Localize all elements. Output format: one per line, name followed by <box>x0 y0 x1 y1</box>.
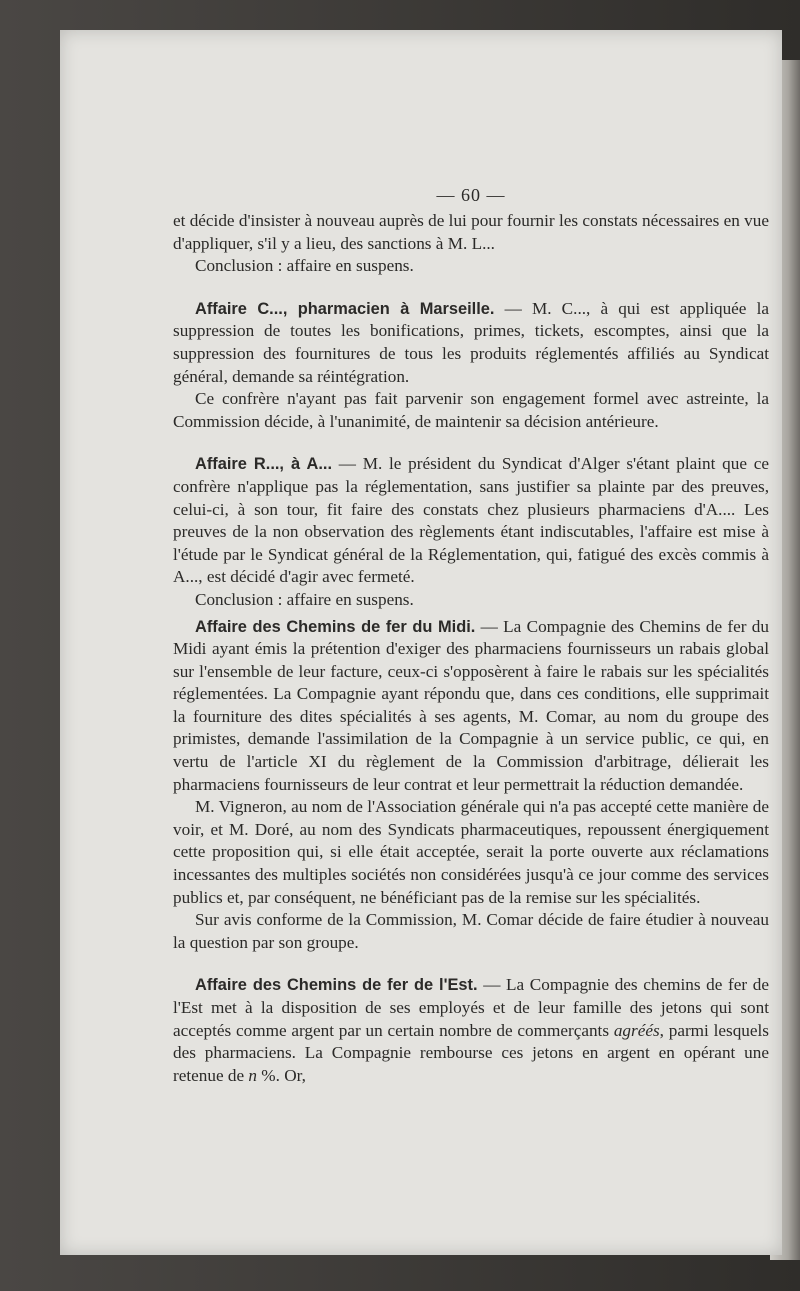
affaire-r-heading: Affaire R..., à A... <box>195 455 332 474</box>
affaire-c-heading: Affaire C..., pharmacien à Marseille. <box>195 299 495 318</box>
affaire-midi-paragraph-3: Sur avis conforme de la Commission, M. Comar décide de faire étudier à nouveau la question par son groupe. <box>173 910 769 952</box>
affaire-midi-heading: Affaire des Chemins de fer du Midi. <box>195 617 476 636</box>
body-text <box>173 210 769 1087</box>
conclusion-1: Conclusion : affaire en suspens. <box>195 256 414 276</box>
affaire-est-paragraph <box>173 974 769 1087</box>
affaire-est-italic: agréés <box>613 1020 660 1040</box>
page-number: — 60 — <box>436 185 506 205</box>
affaire-r-text: — M. le président du Syndicat d'Alger s'étant plaint que ce confrère n'applique pas la réglementation, sans justifier sa plainte par des preuves, celui-ci, à son tour, fit faire des constats chez plusieurs pharmaciens d'A.... Les preuves de la non observation des règlements étant indiscutables, l'affaire est mise à l'étude par le Syndicat général de la Réglementation, qui, fatigué des excès commis à A..., est décidé d'agir avec fermeté. <box>173 454 769 587</box>
affaire-midi-paragraph-2: M. Vigneron, au nom de l'Association générale qui n'a pas accepté cette manière de voir, et M. Doré, au nom des Syndicats pharmaceutiques, repoussent énergiquement cette proposition qui, si elle était acceptée, serait la porte ouverte aux réclamations incessantes des multiples sociétés non considérées jusqu'à ce jour comme des services publics et, par conséquent, ne bénéficiant pas de la remise sur les spécialités. <box>173 797 769 907</box>
affaire-r-paragraph <box>173 453 769 589</box>
affaire-est-text: — La Compagnie des chemins de fer de l'Est met à la disposition de ses employés et de leur famille des jetons qui sont acceptés comme argent par un certain nombre de commerçants <box>173 975 769 1040</box>
affaire-c-paragraph-2: Ce confrère n'ayant pas fait parvenir son engagement formel avec astreinte, la Commission décide, à l'unanimité, de maintenir sa décision antérieure. <box>173 389 769 431</box>
conclusion-2: Conclusion : affaire en suspens. <box>195 589 414 609</box>
affaire-c-paragraph <box>173 298 769 388</box>
affaire-est-italic-n: n <box>248 1065 257 1085</box>
affaire-est-heading: Affaire des Chemins de fer de l'Est. <box>195 976 478 995</box>
paragraph-continued: et décide d'insister à nouveau auprès de lui pour fournir les constats nécessaires en vue d'appliquer, s'il y a lieu, des sanctions à M. L... <box>173 211 769 253</box>
affaire-midi-text: — La Compagnie des Chemins de fer du Midi ayant émis la prétention d'exiger des pharmaciens fournisseurs un rabais global sur l'ensemble de leur facture, ceux-ci s'opposèrent à faire le rabais sur les spécialités réglementées. La Compagnie ayant répondu que, dans ces conditions, elle supprimait la fourniture des dites spécialités à ses agents, M. Comar, au nom du groupe des primistes, demande l'assimilation de la Compagnie à un service public, ce qui, en vertu de l'article XI du règlement de la Commission d'arbitrage, délierait les pharmaciens fournisseurs de leur contrat et leur permettrait la réduction demandée. <box>173 616 769 794</box>
affaire-midi-paragraph <box>173 616 769 797</box>
affaire-c-text: — M. C..., à qui est appliquée la suppression de toutes les bonifications, primes, tickets, escomptes, ainsi que la suppression des fournitures de tous les produits réglementés affiliés au Syndicat général, demande sa réintégration. <box>173 298 769 386</box>
affaire-est-text-2: , parmi lesquels des pharmaciens. La Compagnie rembourse ces jetons en argent en opérant une retenue de <box>173 1020 769 1085</box>
affaire-est-text-3: %. Or, <box>256 1065 306 1085</box>
